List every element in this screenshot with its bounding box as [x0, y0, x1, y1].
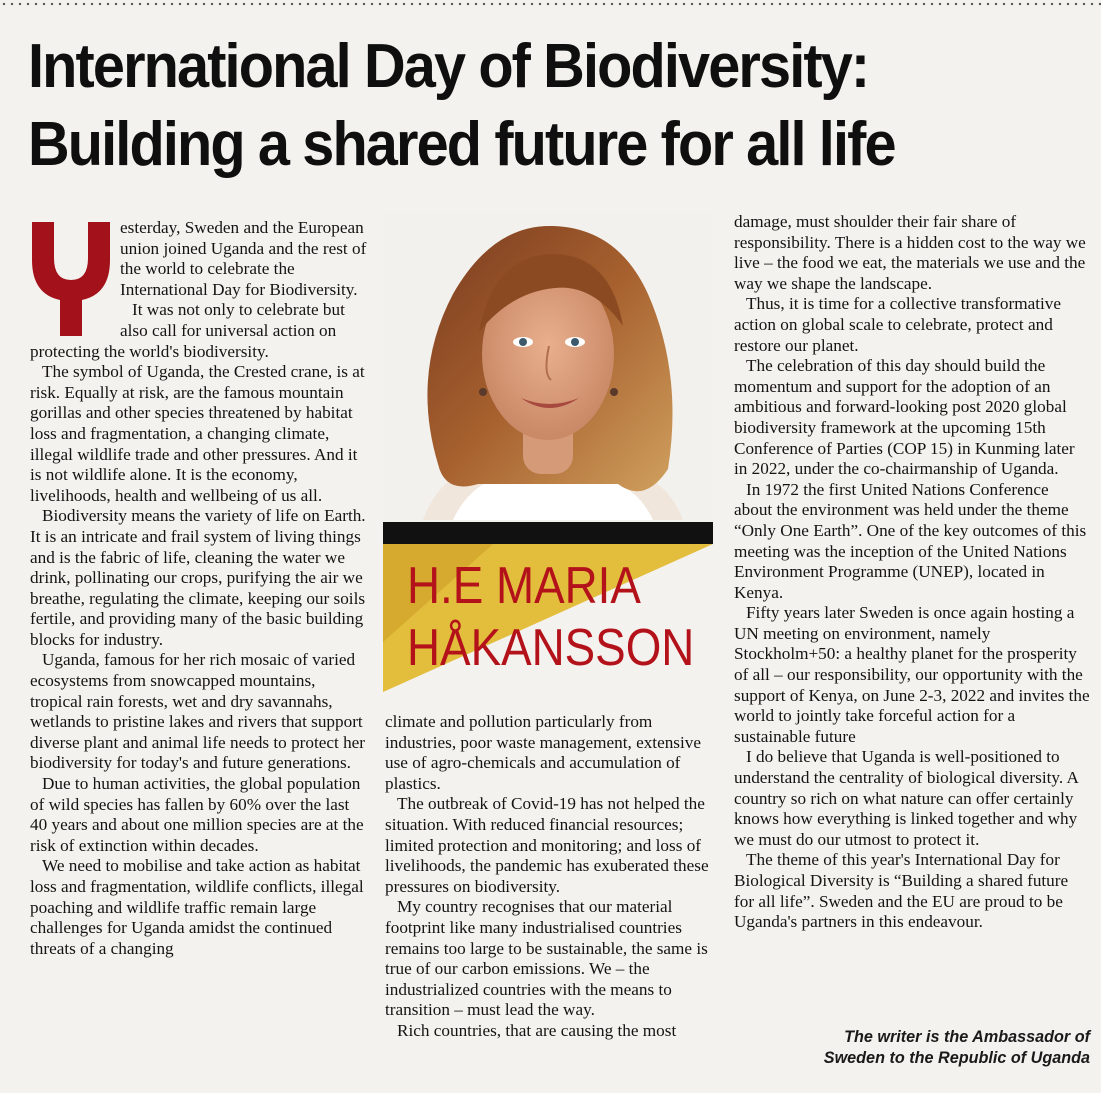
- headline: [28, 28, 1014, 184]
- paragraph-18: The theme of this year's International Day for Biological Diversity is “Building a shared future for all life”. Sweden and the EU are proud to be Uganda's partners in this endeavour.: [734, 850, 1069, 932]
- headline-line-1: International Day of Biodiversity:: [28, 32, 869, 101]
- paragraph-6: Due to human activities, the global population of wild species has fallen by 60% over the last 40 years and about one million species are at the risk of extinction within decades.: [30, 774, 364, 855]
- dropcap-letter: [30, 220, 112, 338]
- portrait-photo-icon: [383, 214, 713, 520]
- dropcap-text: Y: [71, 280, 72, 281]
- author-name-line-1: H.E MARIA: [407, 557, 641, 615]
- paragraph-17: I do believe that Uganda is well-positioned to understand the centrality of biological diversity. A country so rich on what nature can offer certainly knows how everything is linked together and why we must do our utmost to protect it.: [734, 747, 1078, 849]
- article-column-3: [734, 212, 1090, 933]
- author-photo: [383, 214, 713, 520]
- paragraph-2: It was not only to celebrate but also call for universal action on protecting the world's biodiversity.: [30, 300, 345, 361]
- paragraph-3: The symbol of Uganda, the Crested crane, is at risk. Equally at risk, are the famous mountain gorillas and other species threatened by habitat loss and fragmentation, a changing climate, illegal wildlife trade and other pressures. And it is not wildlife alone. It is the economy, livelihoods, health and wellbeing of us all.: [30, 362, 365, 505]
- author-credit: [700, 1027, 1090, 1069]
- paragraph-15: In 1972 the first United Nations Conference about the environment was held under the theme “Only One Earth”. One of the key outcomes of this meeting was the inception of the United Nations Environment Programme (UNEP), located in Kenya.: [734, 479, 1087, 602]
- paragraph-16: Fifty years later Sweden is once again hosting a UN meeting on environment, namely Stockholm+50: a healthy planet for the prosperity of all – our responsibility, our opportunity with the support of Kenya, on June 2-3, 2022 and invites the world to jointly take forceful action for a sustainable future: [734, 603, 1090, 746]
- paragraph-1: esterday, Sweden and the European union joined Uganda and the rest of the world to celebrate the International Day for Biodiversity.: [120, 218, 367, 299]
- author-name-line-2: HÅKANSSON: [407, 619, 695, 677]
- paragraph-7: We need to mobilise and take action as habitat loss and fragmentation, wildlife conflicts, illegal poaching and wildlife traffic remain large challenges for Uganda amidst the continued threats of a changing: [30, 856, 364, 958]
- article-column-2: [385, 712, 715, 1042]
- paragraph-10: My country recognises that our material footprint like many industrialised countries remains too large to be sustainable, the same is true of our carbon emissions. We – the industrialized countries with the means to transition – must lead the way.: [385, 897, 708, 1020]
- author-credit-line-1: The writer is the Ambassador of: [844, 1028, 1090, 1046]
- author-credit-line-2: Sweden to the Republic of Uganda: [823, 1049, 1090, 1067]
- headline-line-2: Building a shared future for all life: [28, 110, 895, 179]
- paragraph-9: The outbreak of Covid-19 has not helped the situation. With reduced financial resources; limited protection and monitoring; and loss of livelihoods, the pandemic has exuberated these pressures on biodiversity.: [385, 794, 709, 896]
- article-column-1: [30, 218, 368, 959]
- top-dotted-rule: [0, 0, 1101, 8]
- paragraph-5: Uganda, famous for her rich mosaic of varied ecosystems from snowcapped mountains, tropical rain forests, wet and dry savannahs, wetlands to pristine lakes and rivers that support diverse plant and animal life needs to protect her biodiversity for today's and future generations.: [30, 650, 366, 773]
- paragraph-12: damage, must shoulder their fair share of responsibility. There is a hidden cost to the way we live – the food we eat, the materials we use and the way we shape the landscape.: [734, 212, 1086, 293]
- paragraph-11: Rich countries, that are causing the most: [397, 1020, 677, 1040]
- paragraph-4: Biodiversity means the variety of life on Earth. It is an intricate and frail system of living things and is the fabric of life, cleaning the water we drink, pollinating our crops, purifying the air we breathe, regulating the climate, keeping our soils fertile, and providing many of the basic building blocks for industry.: [30, 506, 366, 649]
- paragraph-8: climate and pollution particularly from industries, poor waste management, extensive use of agro-chemicals and accumulation of plastics.: [385, 712, 701, 793]
- paragraph-13: Thus, it is time for a collective transformative action on global scale to celebrate, protect and restore our planet.: [734, 294, 1062, 355]
- paragraph-14: The celebration of this day should build the momentum and support for the adoption of an ambitious and forward-looking post 2020 global biodiversity framework at the upcoming 15th Conference of Parties (COP 15) in Kunming later in 2022, under the co-chairmanship of Uganda.: [734, 356, 1075, 479]
- dropcap-y-shape: [30, 220, 112, 338]
- author-nameplate: [383, 522, 713, 692]
